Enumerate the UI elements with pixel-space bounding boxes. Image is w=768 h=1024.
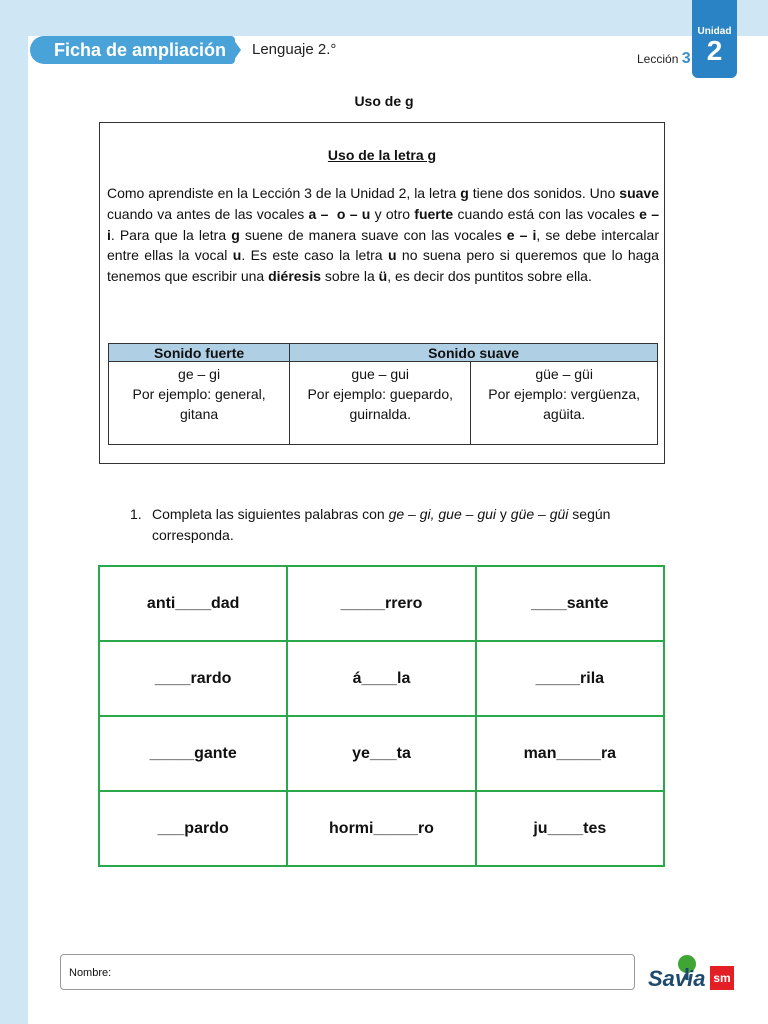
sm-logo: sm [710,966,734,990]
top-band [0,0,768,36]
info-paragraph: Como aprendiste en la Lección 3 de la Unidad 2, la letra g tiene dos sonidos. Uno suave cuando va antes de las vocales a – o – u y otro fuerte cuando está con las vocales e – i. Para que la letra g suene de manera suave con las vocales e – i, se debe intercalar entre ellas la vocal u. Es este caso la letra u no suena pero si queremos que lo haga tenemos que escribir una diéresis sobre la ü, es decir dos puntitos sobre ella. [107,185,660,285]
info-box-title: Uso de la letra g [327,147,437,163]
info-box [99,122,665,464]
page-title: Uso de g [354,93,414,109]
word-cell[interactable]: ____rardo [99,641,287,716]
word-cell[interactable]: anti____dad [99,566,287,641]
unidad-badge [692,0,737,78]
header-sonido-fuerte: Sonido fuerte [109,344,290,362]
unidad-number: 2 [706,35,723,66]
word-cell[interactable]: man_____ra [476,716,664,791]
leccion-label [637,50,691,68]
word-cell[interactable]: _____rrero [287,566,475,641]
word-cell[interactable]: _____gante [99,716,287,791]
exercise-number: 1. [130,506,142,522]
cell-suave-gue-dieresis: güe – güi Por ejemplo: vergüenza, agüita. [471,362,658,445]
word-cell[interactable]: ju____tes [476,791,664,866]
leccion-number: 3 [681,50,691,67]
exercise-text: Completa las siguientes palabras con ge – gi, gue – gui y güe – güi según corresponda. [152,506,611,543]
word-cell[interactable]: á____la [287,641,475,716]
ficha-label: Ficha de ampliación [30,36,235,64]
savia-logo: Savia [648,966,706,991]
nombre-field[interactable]: Nombre: [60,954,635,990]
cell-suave-gue: gue – gui Por ejemplo: guepardo, guirnalda. [290,362,471,445]
subject-label: Lenguaje 2.° [252,41,337,58]
header-sonido-suave: Sonido suave [290,344,658,362]
word-cell[interactable]: hormi_____ro [287,791,475,866]
ficha-notch [231,36,241,64]
word-cell[interactable]: _____rila [476,641,664,716]
cell-fuerte: ge – gi Por ejemplo: general, gitana [109,362,290,445]
word-cell[interactable]: ____sante [476,566,664,641]
word-grid [98,565,665,867]
word-cell[interactable]: ye___ta [287,716,475,791]
sound-table [108,343,658,445]
unidad-label: Unidad [697,26,732,37]
left-band [0,0,28,1024]
word-cell[interactable]: ___pardo [99,791,287,866]
leccion-text: Lección [637,52,679,66]
